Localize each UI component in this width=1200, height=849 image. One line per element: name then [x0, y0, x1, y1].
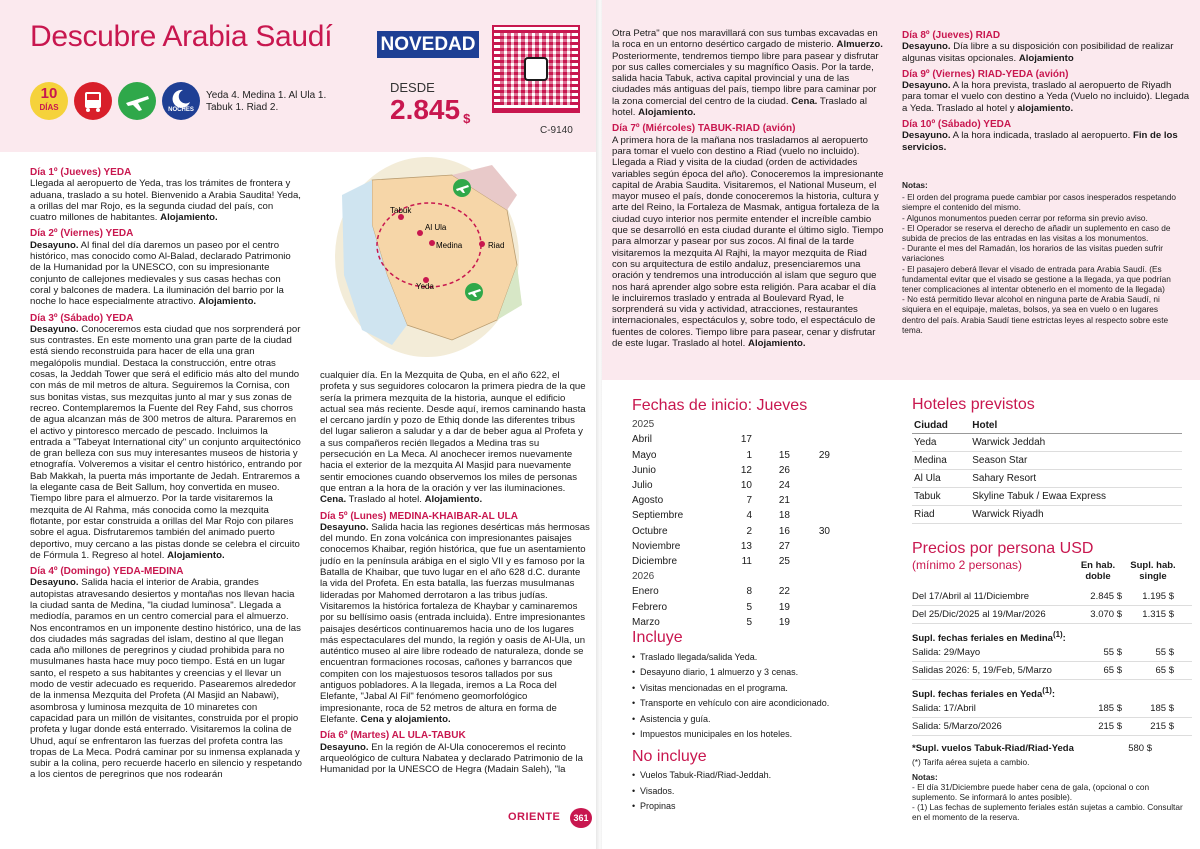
month-label: Septiembre [632, 510, 684, 522]
price-single: 55 $ [1155, 647, 1174, 659]
date-row [632, 600, 892, 615]
date-row [632, 539, 892, 554]
date-row [632, 554, 892, 569]
map-label-medina: Medina [436, 241, 463, 250]
price-from-label: DESDE [390, 80, 435, 95]
date-day [790, 539, 830, 554]
price-row [912, 606, 1192, 624]
itinerary-column-3: Otra Petra" que nos maravillará con sus tumbas excavadas en la roca en un entorno desértico cargado de misterio. Almuerzo. Posteriormente, tendremos tiempo libre para pasear y disfrutar por sus calles comerciales y su magnífico Oasis. Por la tarde, salida hacia Tabuk, activa capital provincial y una de las ciudades más antiguas del país, tiempo libre para caminar por la zona comercial del centro de la ciudad. Cena. Traslado al hotel. Alojamiento. Día 7º (Miércoles) TABUK-RIAD (avión) A primera hora de la mañana nos trasladamos al aeropuerto para tomar el vuelo con destino a Riad (vuelo no incluido). Llegada a Riad y visita de la ciudad (orden de actividades variables según época del año). Conoceremos la impresionante capital de Arabia Saudita. Visitaremos, el National Museum, el mayor museo el país, donde conoceremos la historia, cultura y arte del Reino, la Fortaleza de Masmak, antigua fortaleza de la ciudad cuyo interior nos permite entender el increíble cambio que se desarrolló en esta ciudad durante el último siglo. Tiempo para almorzar y pasear por sus zocos. Al final de la tarde visitaremos la mezquita Al Rajhi, la mayor mezquita de Riad con su arquitectura de estilo andaluz, presenciaremos una oración y tendremos una introducción al islam que seguro que nos hará aprender algo sobre esta religión. Para acabar el día le incluiremos traslado y entrada al Boulevard Ryad, le sorprenderá su vida y actividad, atracciones, restaurantes internacionales, espectáculos y, sobre todo, el espectáculo de fuentes de colores. Tiempo libre para pasear, cenar y disfrutar de este lugar. Traslado al hotel. Alojamiento. [612, 28, 884, 350]
price-row [912, 644, 1192, 662]
fare-note: (*) Tarifa aérea sujeta a cambio. [912, 757, 1030, 768]
includes-item: • Impuestos municipales en los hoteles. [632, 727, 892, 743]
prices-subtitle: (mínimo 2 personas) [912, 558, 1023, 572]
itinerary-column-1: Día 1º (Jueves) YEDA Llegada al aeropuerto de Yeda, tras los trámites de frontera y aduana, traslado a su hotel. Bienvenido a Arabia Saudita! Yeda, a orillas del mar Rojo, es la segunda ciudad del país, con cuatro millones de habitantes. Alojamiento. Día 2º (Viernes) YEDA Desayuno. Al final del día daremos un paseo por el centro histórico, mas conocido como Al-Balad, declarado Patrimonio de la Humanidad por la UNESCO, con su impresionante conjunto de callejones medievales y sus casas hechas con coral y balcones de madera. La iluminación del barrio por la noche lo hace especialmente atractivo. Alojamiento. Día 3º (Sábado) YEDA Desayuno. Conoceremos esta ciudad que nos sorprenderá por sus contrastes. En este momento una gran parte de la ciudad está siendo reconstruida para hacer de ella una gran megalópolis mundial. Destaca la construcción, entre otras cosas, la Jeddah Tower que será el edificio más alto del mundo con más de mil metros de altura. Seguiremos la Cornisa, con sus bonitas vistas, sus mezquitas junto al mar y sus zonas de recreo. Contemplaremos la Fuente del Rey Fahd, sus chorros de agua alcanzan más de 300 metros de altura. Pararemos en el activo y pintoresco mercado de pescado. Incluimos la entrada a "Tabeyat International city" un conjunto arquitectónico de gran belleza con sus muy interesantes museos de historia y etnografía. Volveremos a visitar el centro histórico, entrando por Bab Makkah, la puerta más importante de Jedah. Entraremos a la elegante casa de Beit Sallum, hoy convertida en museo. Tiempo libre para el almuerzo. Por la tarde visitaremos la mezquita de Al Rahma, más conocida como la mezquita flotante, por estar construida a orillas del Mar Rojo con pilares sobre el agua. Disfrutaremos también del animado puerto deportivo, muy cercano a las pistas donde se celebra el circuito de Fórmula 1. Regreso al hotel. Alojamiento. Día 4º (Domingo) YEDA-MEDINA Desayuno. Salida hacia el interior de Arabia, grandes autopistas atravesando desiertos y montañas nos llevan hacia la ciudad santa de Medina, "la ciudad luminosa". Llegada a mediodía, paramos en un centro comercial para el almuerzo. Nos encontramos en un imponente destino histórico, una de las dos ciudades más sagradas del islam, destino al que llegan cada año millones de peregrinos y ciudad prohibida para no musulmanes hasta hace muy poco tiempo. Está en un lugar santo, el respeto a sus habitantes y creencias y el llevar un modo de vestir adecuado es requerido. Pasearemos alrededor de la inmensa Mezquita del Profeta (Al Masjid an Nabawi), asombrosa y luminosa mezquita de 10 minaretes con capacidad para un millón de visitantes, construida por el propio profeta y lugar donde está enterrado. Visitaremos la colina de Uhud, aquí se enfrentaron las fuerzas del profeta contra las tropas de La Meca. Podrá caminar por su inmensa explanada y subir a la colina, pero recuerde hacerlo en silencio y respetando a los cientos de peregrinos que nos rodearán [30, 167, 302, 781]
hotel-row [912, 488, 1182, 506]
hotel-name: Warwick Riyadh [970, 506, 1182, 524]
hotel-name: Skyline Tabuk / Ewaa Express [970, 488, 1182, 506]
price-double: 55 $ [1103, 647, 1122, 659]
date-day: 29 [818, 449, 830, 461]
note-item: - El Operador se reserva el derecho de añadir un suplemento en caso de subida de precios de las entradas en las visitas a los monumentos. [902, 222, 1171, 244]
year-2026: 2026 [632, 571, 655, 583]
date-row [632, 615, 892, 630]
price-row [912, 588, 1192, 606]
price-single: 1.195 $ [1142, 591, 1174, 602]
price-row [912, 700, 1192, 718]
excludes-item: • Visados. [632, 784, 892, 800]
hotel-row [912, 506, 1182, 524]
date-day: 5 [746, 601, 752, 613]
date-day: 12 [740, 464, 752, 476]
includes-item: • Asistencia y guía. [632, 712, 892, 728]
product-code: C-9140 [540, 125, 573, 136]
header-double: En hab. doble [1080, 560, 1116, 582]
price-double: 65 $ [1103, 665, 1122, 677]
date-day: 7 [746, 495, 752, 507]
date-day [790, 600, 830, 615]
itinerary-notes: Notas: - El orden del programa puede cambiar por casos inesperados respetando siempre el contenido del mismo. - Algunos monumentos pueden cerrar por reforma sin previo aviso. - El Operador se reserva el derecho de añadir un suplemento en caso de subida de precios de las entradas en las visitas a los monumentos. - Durante el mes del Ramadán, los horarios de las visitas pueden sufrir variaciones - El pasajero deberá llevar el visado de entrada para Arabia Saudí. (Es fundamental evitar que el visado se gestione a la llegada, ya que podrían tener complicaciones al intentar obtenerlo en el momento de la llegada) - No está permitido llevar alcohol en ninguna parte de Arabia Saudí, ni siquiera en el equipaje, maletas, bolsos, ya sea en vuelo o en lugares dentro del país. Arabia Saudí tiene estrictas leyes al respecto sobre este tema. [902, 180, 1182, 375]
excludes-item: • Vuelos Tabuk-Riad/Riad-Jeddah. [632, 768, 892, 784]
date-day: 27 [778, 540, 790, 552]
hotel-name: Warwick Jeddah [970, 434, 1182, 452]
date-day: 8 [746, 586, 752, 598]
date-day: 13 [740, 540, 752, 552]
map-label-alula: Al Ula [425, 223, 447, 232]
year-2025: 2025 [632, 419, 655, 431]
date-day: 25 [778, 556, 790, 568]
itinerary-column-2: cualquier día. En la Mezquita de Quba, en el año 622, el profeta y sus seguidores colocaron la primera piedra de la que sería la primera mezquita de la historia, aunque el edificio actual sea más reciente. Desde aquí, iremos caminando hasta el cercano jardín y pozo de Ethiq donde las diferentes tribus del lugar salieron a saludar y a dar de beber agua al Profeta y a sus compañeros recién llegados a Medina tras su persecución en La Meca. Al anochecer iremos nuevamente hacia el exterior de la mezquita Al Masjid para nuevamente sentir emociones cuando observemos los miles de personas que entran a la hora de la oración y ver las iluminaciones. Cena. Traslado al hotel. Alojamiento. Día 5º (Lunes) MEDINA-KHAIBAR-AL ULA Desayuno. Salida hacia las regiones desérticas más hermosas del mundo. En zona volcánica con impresionantes paisajes conocemos Khaibar, región histórica, que fue un asentamiento judío en la península arábiga en el siglo VII y es famoso por la Batalla de Khaibar, que tuvo lugar en el año 628 d.C. durante la vida del Profeta. En esta batalla, las fuerzas musulmanas lideradas por Mahomed derrotaron a las tribus judías. Visitaremos la histórica fortaleza de Khaybar y caminaremos por su bellísimo oasis (entrada incluida). Entre impresionantes paisajes desérticos continuaremos hacia uno de los lugares más espectaculares del mundo, la región y oasis de Al-Ula, un auténtico museo al aire libre rodeado de naturaleza, donde se encuentran formaciones rocosas, cañones y barrancos que compiten con los majestuosos tesoros tallados por sus antiguos pobladores. A la llegada, iremos a La Roca del Elefante, "Jabal Al Fil" fenómeno geomorfológico impresionante, roca de 52 metros de altura en forma de Elefante. Cena y alojamiento. Día 6º (Martes) AL ULA-TABUK Desayuno. En la región de Al-Ula conoceremos el recinto arqueológico de cultura Nabatea y declarado Patrimonio de la Humanidad por la UNESCO de Hegra (Madain Saleh), "la [320, 370, 590, 776]
date-row [632, 508, 892, 523]
price-double: 3.070 $ [1090, 609, 1122, 620]
hotel-city: Medina [912, 452, 970, 470]
price-label: Del 25/Dic/2025 al 19/Mar/2026 [912, 609, 1046, 620]
map-label-tabuk: Tabuk [390, 206, 412, 215]
days-badge: 10 DÍAS [30, 82, 68, 120]
note-item: - No está permitido llevar alcohol en ninguna parte de Arabia Saudí, ni siquiera en el equipaje, maletas, bolsos, ya sea en vuelo o en lugares dentro del país. Arabia Saudí tiene estrictas leyes al respecto sobre este tema. [902, 294, 1169, 335]
month-label: Julio [632, 480, 653, 492]
date-day [790, 554, 830, 569]
date-day: 21 [778, 495, 790, 507]
section-label: ORIENTE [508, 811, 561, 823]
date-day: 17 [740, 434, 752, 446]
price-single: 185 $ [1150, 703, 1174, 715]
month-label: Febrero [632, 601, 668, 613]
month-label: Octubre [632, 525, 668, 537]
date-day [790, 432, 830, 447]
prices-section [912, 540, 1192, 823]
col-city: Ciudad [912, 418, 970, 434]
hotel-city: Al Ula [912, 470, 970, 488]
price-single: 1.315 $ [1142, 609, 1174, 620]
hotel-name: Sahary Resort [970, 470, 1182, 488]
date-day [790, 463, 830, 478]
includes-item: • Desayuno diario, 1 almuerzo y 3 cenas. [632, 665, 892, 681]
left-page [0, 0, 598, 849]
hotels-title: Hoteles previstos [912, 396, 1035, 413]
page-title: Descubre Arabia Saudí [30, 20, 333, 53]
route-map [332, 155, 522, 360]
price-double: 215 $ [1098, 721, 1122, 733]
price-row [912, 662, 1192, 680]
date-day: 22 [778, 586, 790, 598]
qr-code[interactable] [492, 25, 580, 113]
page-number: 361 [570, 808, 592, 828]
date-day: 16 [778, 525, 790, 537]
supl-medina-title: Supl. fechas feriales en Medina$^{(1)}$: [912, 630, 1066, 645]
month-label: Noviembre [632, 540, 681, 552]
price-label: Salida: 29/Mayo [912, 647, 981, 659]
price-column-headers [1073, 560, 1183, 582]
price-double: 2.845 $ [1090, 591, 1122, 602]
header-single: Supl. hab. single [1130, 560, 1176, 582]
price-single: 65 $ [1155, 665, 1174, 677]
includes-item: • Traslado llegada/salida Yeda. [632, 650, 892, 666]
itinerary-column-4: Día 8º (Jueves) RIAD Desayuno. Día libre a su disposición con posibilidad de realizar algunas visitas opcionales. Alojamiento Día 9º (Viernes) RIAD-YEDA (avión) Desayuno. A la hora prevista, traslado al aeropuerto de Riyadh para tomar el vuelo con destino a Yeda (Vuelo no incluido). Llegada a Yeda. Traslado al hotel y alojamiento. Día 10º (Sábado) YEDA Desayuno. A la hora indicada, traslado al aeropuerto. Fin de los servicios. [902, 30, 1190, 153]
date-day: 19 [778, 616, 790, 628]
logo-icon [524, 57, 548, 81]
bus-icon [74, 82, 112, 120]
date-row [632, 448, 892, 463]
month-label: Enero [632, 586, 659, 598]
price-single: 215 $ [1150, 721, 1174, 733]
month-label: Mayo [632, 449, 657, 461]
map-label-riad: Riad [488, 241, 505, 250]
date-day: 24 [778, 480, 790, 492]
note-item: - Algunos monumentos pueden cerrar por reforma sin previo aviso. [902, 212, 1148, 223]
price-row [912, 718, 1192, 736]
flight-supplement: *Supl. vuelos Tabuk-Riad/Riad-Yeda 580 $ [912, 743, 1152, 755]
date-row [632, 493, 892, 508]
price-label: Salidas 2026: 5, 19/Feb, 5/Marzo [912, 665, 1052, 677]
month-label: Abril [632, 434, 653, 446]
stops-summary: Yeda 4. Medina 1. Al Ula 1. Tabuk 1. Riad 2. [206, 90, 327, 113]
date-day: 2 [746, 525, 752, 537]
novedad-badge: NOVEDAD [377, 31, 479, 58]
date-day: 30 [818, 525, 830, 537]
includes-section [632, 630, 892, 815]
date-day: 18 [778, 510, 790, 522]
supl-yeda-title: Supl. fechas feriales en Yeda$^{(1)}$: [912, 686, 1056, 701]
date-day [790, 493, 830, 508]
dates-title: Fechas de inicio: Jueves [632, 397, 808, 414]
plane-icon [118, 82, 156, 120]
month-label: Diciembre [632, 556, 678, 568]
note-item: - Durante el mes del Ramadán, los horarios de las visitas pueden sufrir variaciones [902, 243, 1164, 264]
prices-title: Precios por persona USD [912, 540, 1094, 557]
date-day: 11 [741, 556, 752, 568]
price-label: Salida: 17/Abril [912, 703, 976, 715]
hotel-row [912, 434, 1182, 452]
date-row [632, 478, 892, 493]
date-day: 15 [778, 449, 790, 461]
date-row [632, 584, 892, 599]
month-label: Marzo [632, 616, 660, 628]
month-label: Junio [632, 464, 656, 476]
hotel-row [912, 452, 1182, 470]
date-day [790, 615, 830, 630]
start-dates [632, 398, 892, 630]
excludes-item: • Propinas [632, 799, 892, 815]
price-label: Salida: 5/Marzo/2026 [912, 721, 1002, 733]
price-note: - El día 31/Diciembre puede haber cena de gala, (opcional o con suplemento. Se informará lo antes posible). [912, 781, 1150, 802]
col-hotel: Hotel [970, 418, 1182, 434]
price-double: 185 $ [1098, 703, 1122, 715]
hotel-city: Riad [912, 506, 970, 524]
date-row [632, 463, 892, 478]
price-label: Del 17/Abril al 11/Diciembre [912, 591, 1030, 602]
date-day: 19 [778, 601, 790, 613]
moon-icon: NOCHES [162, 82, 200, 120]
date-day [790, 478, 830, 493]
date-day [790, 584, 830, 599]
date-row [632, 432, 892, 447]
date-day: 10 [740, 480, 752, 492]
map-label-yeda: Yeda [416, 282, 434, 291]
date-row [632, 524, 892, 539]
hotel-city: Yeda [912, 434, 970, 452]
includes-item: • Transporte en vehículo con aire acondicionado. [632, 696, 892, 712]
hotels-section [912, 396, 1192, 524]
hotel-city: Tabuk [912, 488, 970, 506]
date-day: 1 [746, 449, 752, 461]
date-day: 5 [746, 616, 752, 628]
date-day: 4 [746, 510, 752, 522]
note-item: - El pasajero deberá llevar el visado de entrada para Arabia Saudí. (Es fundamental evitar que el visado se gestione a la llegada, ya que podrían tener complicaciones al intentar obtenerlo en el momento de la llegada) [902, 263, 1171, 295]
includes-item: • Visitas mencionadas en el programa. [632, 681, 892, 697]
hotels-table [912, 418, 1182, 524]
includes-title: Incluye [632, 629, 683, 646]
price-from-value: 2.845 $ [390, 94, 471, 126]
prices-notes-title: Notas: [912, 771, 938, 782]
price-note: - (1) Las fechas de suplemento feriales están sujetas a cambio. Consultar en el momento de la reserva. [912, 802, 1183, 823]
date-day [752, 432, 790, 447]
hotel-row [912, 470, 1182, 488]
date-day: 26 [778, 464, 790, 476]
month-label: Agosto [632, 495, 664, 507]
hotel-name: Season Star [970, 452, 1182, 470]
note-item: - El orden del programa puede cambiar por casos inesperados respetando siempre el contenido del mismo. [902, 192, 1176, 213]
excludes-title: No incluye [632, 747, 707, 765]
date-day [790, 508, 830, 523]
